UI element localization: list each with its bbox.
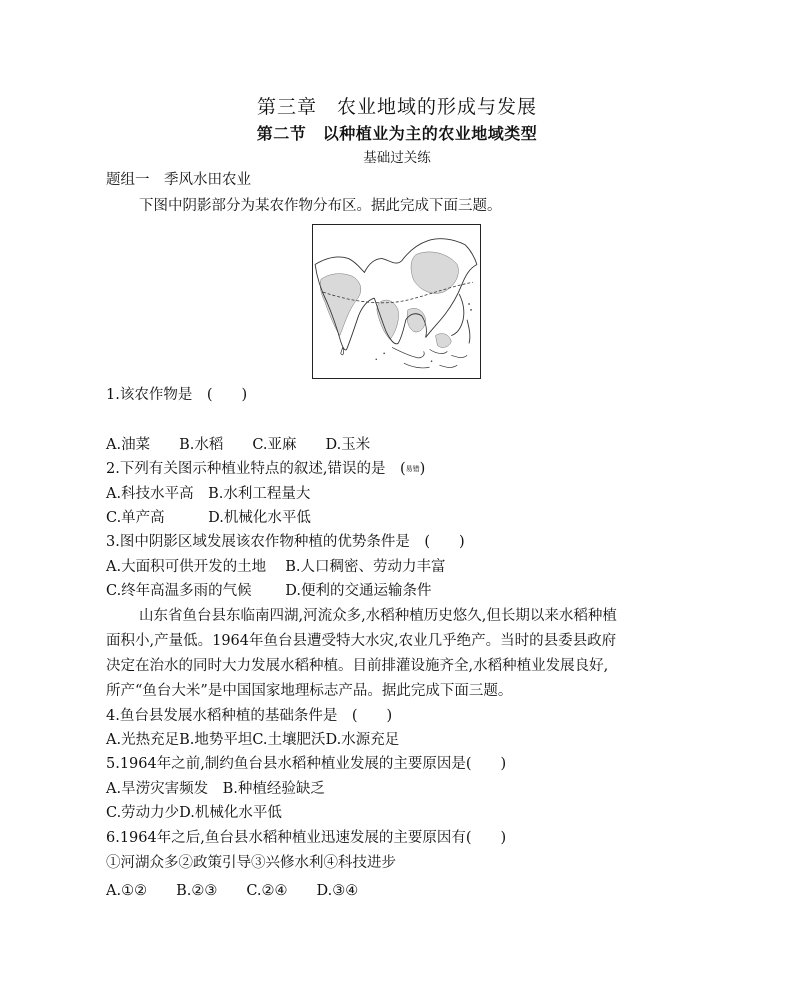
- q3-options-ab: A.大面积可供开发的土地 B.人口稠密、劳动力丰富: [106, 559, 446, 575]
- q5-options-ab: A.旱涝灾害频发 B.种植经验缺乏: [106, 781, 325, 797]
- q6-stem: 6.1964年之后,鱼台县水稻种植业迅速发展的主要原因有( ): [106, 830, 507, 846]
- q5-stem: 5.1964年之前,制约鱼台县水稻种植业发展的主要原因是( ): [106, 756, 507, 772]
- q3-options-cd: C.终年高温多雨的气候 D.便利的交通运输条件: [106, 583, 432, 599]
- q4-options: A.光热充足B.地势平坦C.土壤肥沃D.水源充足: [106, 732, 400, 748]
- q1-options: A.油菜 B.水稻 C.亚麻 D.玉米: [106, 437, 371, 453]
- q4-stem: 4.鱼台县发展水稻种植的基础条件是 ( ): [106, 708, 393, 724]
- passage2-line2: 面积小,产量低。1964年鱼台县遭受特大水灾,农业几乎绝产。当时的县委县政府: [106, 633, 617, 649]
- q2-stem-end: ): [419, 461, 426, 477]
- q3-stem: 3.图中阴影区域发展该农作物种植的优势条件是 ( ): [106, 534, 465, 550]
- q6-items: ①河湖众多②政策引导③兴修水利④科技进步: [106, 855, 396, 871]
- group1-intro: 下图中阴影部分为某农作物分布区。据此完成下面三题。: [139, 198, 502, 214]
- q2-note: 易错: [405, 465, 420, 473]
- passage2-line1: 山东省鱼台县东临南四湖,河流众多,水稻种植历史悠久,但长期以来水稻种植: [139, 608, 617, 624]
- q5-options-cd: C.劳动力少D.机械化水平低: [106, 805, 282, 821]
- q6-options: A.①② B.②③ C.②④ D.③④: [106, 883, 359, 899]
- passage2-line3: 决定在治水的同时大力发展水稻种植。目前排灌设施齐全,水稻种植业发展良好,: [106, 658, 609, 674]
- q2-options-cd: C.单产高 D.机械化水平低: [106, 510, 311, 526]
- passage2-line4: 所产“鱼台大米”是中国国家地理标志产品。据此完成下面三题。: [106, 683, 513, 699]
- q2-options-ab: A.科技水平高 B.水利工程量大: [106, 486, 311, 502]
- q2-stem: [106, 460, 425, 478]
- q1-stem: 1.该农作物是 ( ): [106, 387, 248, 403]
- section-title: 第二节 以种植业为主的农业地域类型: [256, 124, 538, 143]
- subtitle: 基础过关练: [363, 150, 431, 166]
- q2-stem-text: 2.下列有关图示种植业特点的叙述,错误的是 (: [106, 461, 406, 477]
- chapter-title: 第三章 农业地域的形成与发展: [256, 96, 537, 118]
- group1-label: 题组一 季风水田农业: [106, 172, 251, 188]
- asia-crop-map: [312, 224, 481, 379]
- map-svg: [313, 225, 480, 378]
